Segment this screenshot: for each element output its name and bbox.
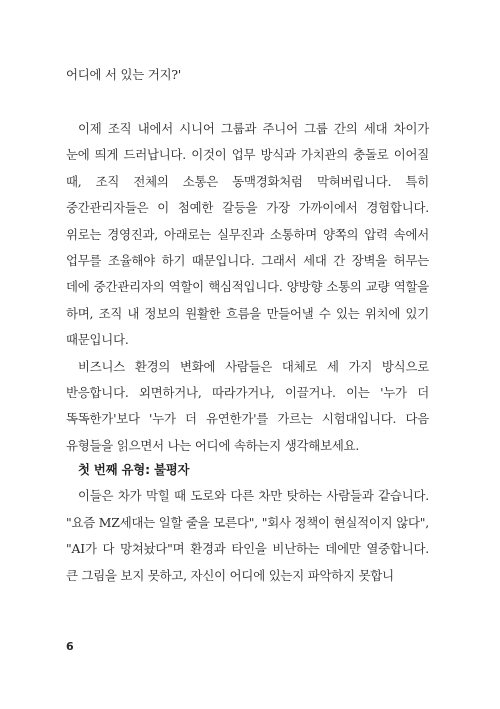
body-paragraph-2: 비즈니스 환경의 변화에 사람들은 대체로 세 가지 방식으로 반응합니다. 외면하거나, 따라가거나, 이끌거나. 이는 '누가 더 똑똑한가'보다 '누가 더 유연한가'를 가르는 시험대입니다. 다음 유형들을 읽으면서 나는 어디에 속하는지 생각해보세요. xyxy=(66,358,429,453)
body-paragraph-1: 이제 조직 내에서 시니어 그룹과 주니어 그룹 간의 세대 차이가 눈에 띄게 드러납니다. 이것이 업무 방식과 가치관의 충돌로 이어질 때, 조직 전체의 소통은 동맥경화처럼 막혀버립니다. 특히 중간관리자들은 이 첨예한 갈등을 가장 가까이에서 경험합니다. 위로는 경영진과, 아래로는 실무진과 소통하며 양쪽의 압력 속에서 업무를 조율해야 하기 때문입니다. 그래서 세대 간 장벽을 허무는 데에 중간관리자의 역할이 핵심적입니다. 양방향 소통의 교량 역할을 하며, 조직 내 정보의 원활한 흐름을 만들어낼 수 있는 위치에 있기 때문입니다. xyxy=(66,121,429,348)
section-heading: 첫 번째 유형: 불평자 xyxy=(78,462,190,477)
continuation-line: 어디에 서 있는 거지?' xyxy=(66,67,182,82)
section-paragraph: 이들은 차가 막힐 때 도로와 다른 차만 탓하는 사람들과 같습니다. "요즘 MZ세대는 일할 줄을 모른다", "회사 정책이 현실적이지 않다", "AI가 다 망쳐놨다"며 환경과 타인을 비난하는 데에만 열중합니다. 큰 그림을 보지 못하고, 자신이 어디에 있는지 파악하지 못합니 xyxy=(66,488,429,583)
body-text-block xyxy=(66,116,429,459)
continuation-text-block xyxy=(66,62,429,88)
section-block xyxy=(66,457,429,589)
page-number: 6 xyxy=(66,640,74,653)
